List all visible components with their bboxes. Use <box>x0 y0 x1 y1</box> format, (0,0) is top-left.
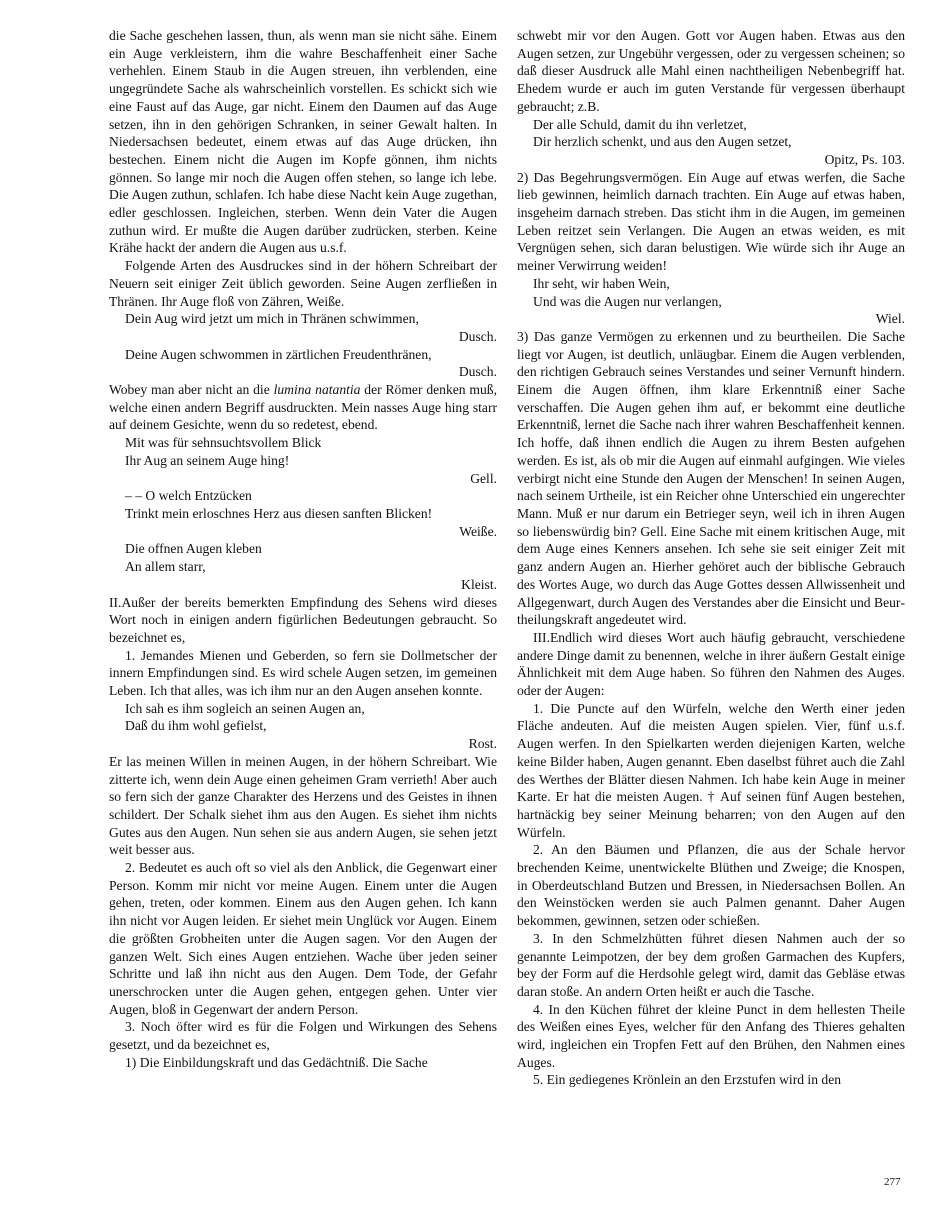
paragraph: Folgende Arten des Ausdruckes sind in der höhern Schreibart der Neuern seit einiger Zeit üblich geworden. Seine Augen zerfließen in Thränen. Ihr Auge floß von Zähren, Weiße. <box>109 258 497 309</box>
paragraph: 3. In den Schmelzhütten führet diesen Nahmen auch der so genannte Leimpotzen, der bey dem großen Garmachen des Kupfers, bey der Form auf die Herdsohle gelegt wird, damit das Gebläse etwas daran stoße. An andern Orten heißt er auch die Tasche. <box>517 930 905 999</box>
paragraph: 1. Jemandes Mienen und Geberden, so fern sie Dollmetscher der innern Empfindungen sind. Es wird schele Augen setzen, im gemeinen Leben. Ich that alles, was ich ihm nur an den Augen ansehen konnte. <box>109 647 497 699</box>
verse-line: Ich sah es ihm sogleich an seinen Augen an, <box>125 700 365 716</box>
paragraph: 1. Die Puncte auf den Würfeln, welche den Werth einer jeden Fläche andeuten. Auf die meisten Augen spielen. Vier, fünf u.s.f. Augen werfen. In den Spielkarten werden diejenigen Karten, welche keine Bilder haben, Augen genannt. Eben daselbst führet auch die Zahl des Werthes der Blätter diesen Nahmen. Ich habe kein Auge in meiner Karte. Er hat die meisten Augen. † Auf seinen fünf Augen bestehen, hartnäckig bey seiner Meinung beharren; von den Augen auf den Würfeln. <box>517 700 905 840</box>
verse-line: Der alle Schuld, damit du ihn verletzet, <box>533 116 747 132</box>
verse-line: An allem starr, <box>125 559 206 575</box>
paragraph: 5. Ein gediegenes Krönlein an den Erzstufen wird in den <box>533 1072 842 1088</box>
page-number: 277 <box>884 1176 901 1188</box>
citation-source: Dusch. <box>458 328 497 344</box>
citation-source: Rost. <box>468 736 497 752</box>
verse-line: Deine Augen schwommen in zärtlichen Freudenthränen, <box>125 346 432 362</box>
right-column <box>517 27 905 1089</box>
latin-phrase: lumina natantia <box>273 382 361 398</box>
paragraph: II.Außer der bereits bemerkten Empfindung des Sehens wird dieses Wort noch in einigen andern figürlichen Bedeutungen gebraucht. So bezeichnet es, <box>109 594 497 645</box>
paragraph: 2) Das Begehrungsvermögen. Ein Auge auf etwas werfen, die Sache lieb gewinnen, heimlich darnach trachten. Ein Auge auf etwas haben, insgeheim darnach streben. Das sticht ihm in die Augen, im gemeinen Leben reitzet sein Verlangen. Die Augen an etwas weiden, es mit Vergnügen sehen, sich daran belustigen. Wie würde sich ihr Auge an meiner Verwirrung weiden! <box>517 169 905 274</box>
verse-line: – – O welch Entzücken <box>125 488 252 504</box>
paragraph: 3. Noch öfter wird es für die Folgen und Wirkungen des Sehens gesetzt, und da bezeichnet es, <box>109 1019 497 1053</box>
verse-line: Ihr seht, wir haben Wein, <box>533 275 670 291</box>
citation-source: Kleist. <box>461 576 497 592</box>
text-run: Wobey man aber nicht an die <box>109 382 274 398</box>
left-column <box>109 27 497 1071</box>
verse-line: Und was die Augen nur verlangen, <box>533 293 722 309</box>
paragraph: 4. In den Küchen führet der kleine Punct in dem hellesten Theile des Weißen eines Eyes, welcher für den Anfang des Thieres gehalten wird, ingleichen ein Tropfen Fett auf den Brühen, den Nahmen eines Auges. <box>517 1001 905 1070</box>
verse-line: Dein Aug wird jetzt um mich in Thränen schwimmen, <box>125 311 419 327</box>
paragraph: Er las meinen Willen in meinen Augen, in der höhern Schreibart. Wie zitterte ich, wenn dein Auge einen geheimen Gram verrieth! Aber auch so fern sich der ganze Charakter des Herzens und des Geistes in ihnen schildert. Der Schalk siehet ihm aus den Augen. Es siehet ihm nichts Gutes aus den Augen. Nun sehen sie aus andern Augen, sie sehen jetzt weit besser aus. <box>109 753 497 858</box>
verse-line: Ihr Aug an seinem Auge hing! <box>125 452 290 468</box>
paragraph: schwebt mir vor den Augen. Gott vor Augen haben. Etwas aus den Augen setzen, zur Ungebühr vergessen, oder zu vergessen scheinen; so daß dieser Ausdruck alle Mahl einen nachtheiligen Nebenbegriff hat. Ehedem wurde er auch im guten Verstande für vergessen überhaupt gebraucht; z.B. <box>517 28 905 114</box>
verse-line: Dir herzlich schenkt, und aus den Augen setzet, <box>533 134 792 150</box>
citation-source: Gell. <box>470 470 497 486</box>
paragraph: 2. An den Bäumen und Pflanzen, die aus der Schale hervor brechenden Keime, unentwickelte Blüthen und Zweige; die Knospen, in Oberdeutschland Butzen und Bressen, in Niedersachsen Bollen. An den Weinstöcken werden sie auch Palmen genannt. Daher Augen bekommen, gewinnen, setzen oder schießen. <box>517 842 905 929</box>
citation-source: Opitz, Ps. 103. <box>824 151 905 167</box>
verse-line: Daß du ihm wohl gefielst, <box>125 718 267 734</box>
paragraph: 1) Die Einbildungskraft und das Gedächtniß. Die Sache <box>125 1054 428 1070</box>
paragraph: III.Endlich wird dieses Wort auch häufig gebraucht, verschiedene andere Dinge damit zu benennen, welche in ihrer äußern Gestalt einige Ähnlichkeit mit dem Auge haben. So führen den Nahmen des Auges. oder der Augen: <box>517 629 905 699</box>
citation-source: Wiel. <box>875 311 905 327</box>
verse-line: Die offnen Augen kleben <box>125 541 262 557</box>
paragraph: 2. Bedeutet es auch oft so viel als den Anblick, die Gegenwart einer Person. Komm mir nicht vor meine Augen. Einem unter die Augen gehen, treten, oder kommen. Einem aus den Augen gehen. Ich kann ihn nicht vor Augen leiden. Er siehet mein Unglück vor Augen. Einem die größten Grobheiten unter die Augen sagen. Vor den Augen der ganzen Welt. Sich eines Augen entziehen. Wache über jeden seiner Schritte und laß ihn nicht aus den Augen. Dem Tode, der Gefahr unerschrocken unter die Augen gehen, entgegen gehen. Unter vier Augen, bloß in Gegenwart der andern Person. <box>109 860 497 1017</box>
paragraph <box>109 381 497 434</box>
verse-line: Mit was für sehnsuchtsvollem Blick <box>125 435 322 451</box>
citation-source: Dusch. <box>458 364 497 380</box>
citation-source: Weiße. <box>459 523 497 539</box>
text-run: der Römer denken muß, welche einen andern Begriff ausdruckten. Mein nasses Auge hing starr auf deinem Gesichte, wenn du so redetest, ebend. <box>109 382 497 433</box>
verse-line: Trinkt mein erloschnes Herz aus diesen sanften Blicken! <box>125 505 433 521</box>
paragraph: die Sache geschehen lassen, thun, als wenn man sie nicht sähe. Einem ein Auge verkleistern, ihm die wahre Beschaffenheit einer Sache verhehlen. Einem Staub in die Augen streuen, ihn verblenden, eine ungegründete Sache als wahrscheinlich vorstellen. Es schickt sich wie eine Faust auf das Auge, gar nicht. Einem den Daumen auf das Auge setzen, ihn in den gehörigen Schranken, in seiner Gewalt halten. In Niedersachsen bedeutet, einem etwas auf das Auge drücken, ihn bestechen. Einem nicht die Augen im Kopfe gönnen, ihm nichts gönnen. So lange mir noch die Augen offen stehen, so lange ich lebe. Die Augen zuthun, schlafen. Ich habe diese Nacht kein Auge zugethan, edler geschlossen. Ingleichen, sterben. Wenn dein Vater die Augen zuthun wird. Er mußte die Augen darüber zudrücken, sterben. Keine Krähe hackt der andern die Augen aus u.s.f. <box>109 28 497 256</box>
paragraph: 3) Das ganze Vermögen zu erkennen und zu beurtheilen. Die Sache liegt vor Augen, ist deutlich, unläugbar. Einem die Augen verblenden, den richtigen Gebrauch seines Verstandes und seiner Vernunft hindern. Einem die Augen öffnen, ihm klare Erkenntniß einer Sache verschaffen. Die Augen gehen ihm auf, er bekommt eine deutliche Erkenntniß, lernet die Sache nach ihrer wahren Beschaffenheit kennen. Ich hoffe, daß ihnen endlich die Augen zu ihrem Besten aufgehen werden. Es ist, als ob mir die Augen auf einmahl aufgingen. Wie vieles verbirgt nicht eine Stunde den Augen der Menschen! In seinen Augen, nach seinem Urtheile, ist ein Reicher ohne Unterschied ein ungerechter Mann. Muß er nur darum ein Betrieger seyn, weil ich in ihren Augen so liebenswürdig bin? Gell. Eine Sache mit einem kritischen Auge, mit dem Auge eines Kenners ansehen. Ich sehe sie seit einiger Zeit mit ganz andern Augen an. Hierher gehöret auch der biblische Gebrauch des Wortes Auge, wo durch das Auge Gottes dessen Allwissenheit und Allgegenwart, durch Augen des Verstandes aber die Einsicht und Beurtheilungskraft angedeutet wird. <box>517 328 905 628</box>
